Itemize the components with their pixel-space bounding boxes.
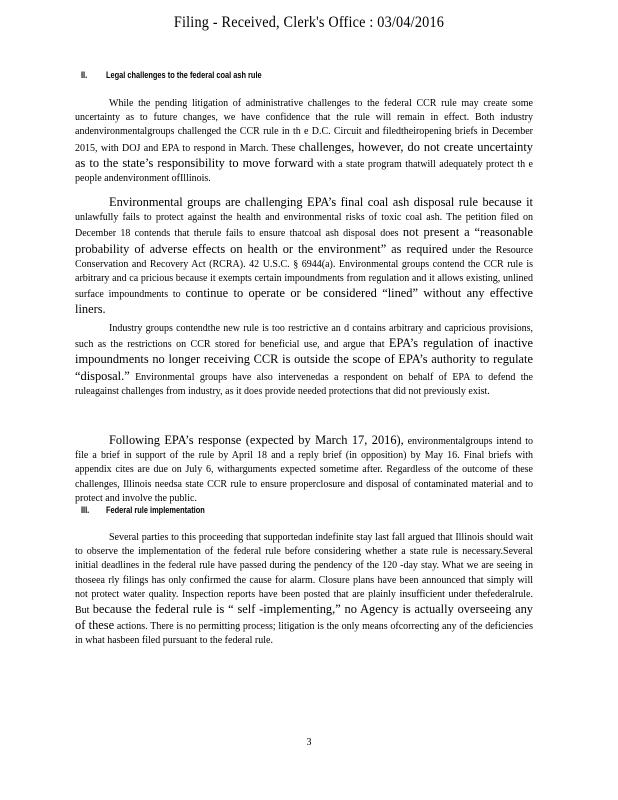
emphasized-text-run: Environmental groups are challenging EPA’s final coal ash disposal rule because it [109,195,533,209]
emphasized-text-run: challenges, however, do not create uncertainty as to the state’s responsibility to move forward [75,139,533,170]
section-heading-iii [81,505,205,516]
emphasized-text-run: Following EPA’s response (expected by March 17, 2016), [109,433,404,447]
section-number: III. [81,505,90,516]
emphasized-text-run: because the federal rule is “ self -implementing,” no Agency is actually overseeing any of these [75,602,533,633]
emphasized-text-run: continue to operate or be considered “lined” without any effective liners. [75,286,533,317]
emphasized-text-run: not present a “reasonable probability of adverse effects on health or the environment” as required [75,225,533,256]
section-heading-ii [81,70,262,81]
section-title: Legal challenges to the federal coal ash rule [105,70,262,81]
paragraph-legal-challenges-3 [75,322,533,399]
paragraph-rule-implementation [75,531,533,649]
section-number: II. [81,70,88,81]
text-run: actions. There is no permitting process; litigation is the only means ofcorrecting any of the deficiencies in what hasbeen filed pursuant to the federal rule. [75,621,533,647]
paragraph-legal-challenges-4 [75,433,533,506]
text-run: with a state program thatwill adequately protect th e people andenvironment ofIllinois. [75,158,533,185]
text-run: Environmental groups have also intervenedas a respondent on behalf of EPA to defend the ruleagainst challenges from industry, as it does provide needed protections that did not previously exist. [75,371,533,397]
filing-header: Filing - Received, Clerk's Office : 03/04/2016 [173,14,445,31]
emphasized-text-run: EPA’s regulation of inactive impoundments no longer receiving CCR is outside the scope of EPA’s authority to regulate “disposal.” [75,336,533,383]
paragraph-legal-challenges-2 [75,195,533,319]
section-title: Federal rule implementation [105,505,205,516]
text-run: Several parties to this proceeding that supportedan indefinite stay last fall argued that Illinois should wait to observe the implementation of the federal rule before considering whether a state rule is necessary.Several initial deadlines in the federal rule have passed during the pendency of the 120 -day stay. What we are seeing in thoseea rly filings has only confirmed the cause for alarm. Closure plans have been announced that simply will not protect water quality. Inspection reports have been posted that are plainly insufficient under thefederalrule. But [75,532,533,617]
text-run: environmentalgroups intend to file a brief in support of the rule by April 18 and a reply brief (in opposition) by May 16. Final briefs with appendix cites are due on July 6, witharguments expected sometime after. Regardless of the outcome of these challenges, Illinois needsa state CCR rule to ensure properclosure and disposal of contaminated material and to protect and involve the public. [75,436,533,504]
text-run: unlawfully fails to protect against the health and environmental risks of toxic coal ash. The petition filed on December 18 contends that therule fails to ensure thatcoal ash disposal does [75,212,533,240]
paragraph-legal-challenges-1 [75,97,533,186]
text-run: Industry groups contendthe new rule is too restrictive an d contains arbitrary and capricious provisions, such as the restrictions on CCR stored for beneficial use, and argue that [75,323,533,351]
text-run: under the Resource Conservation and Recovery Act (RCRA). 42 U.S.C. § 6944(a). Environmental groups contend the CCR rule is arbitrary and ca pricious because it exempts certain impoundments from regulation and it allows existing, unlined surface impoundments to [75,244,533,301]
page-number: 3 [306,737,312,748]
text-run: While the pending litigation of administrative challenges to the federal CCR rule may create some uncertainty as to future changes, we have confidence that the rule will remain in effect. Both industry andenvironmentalgroups challenged the CCR rule in th e D.C. Circuit and filedtheiropening briefs in December 2015, with DOJ and EPA to respond in March. These [75,98,533,154]
